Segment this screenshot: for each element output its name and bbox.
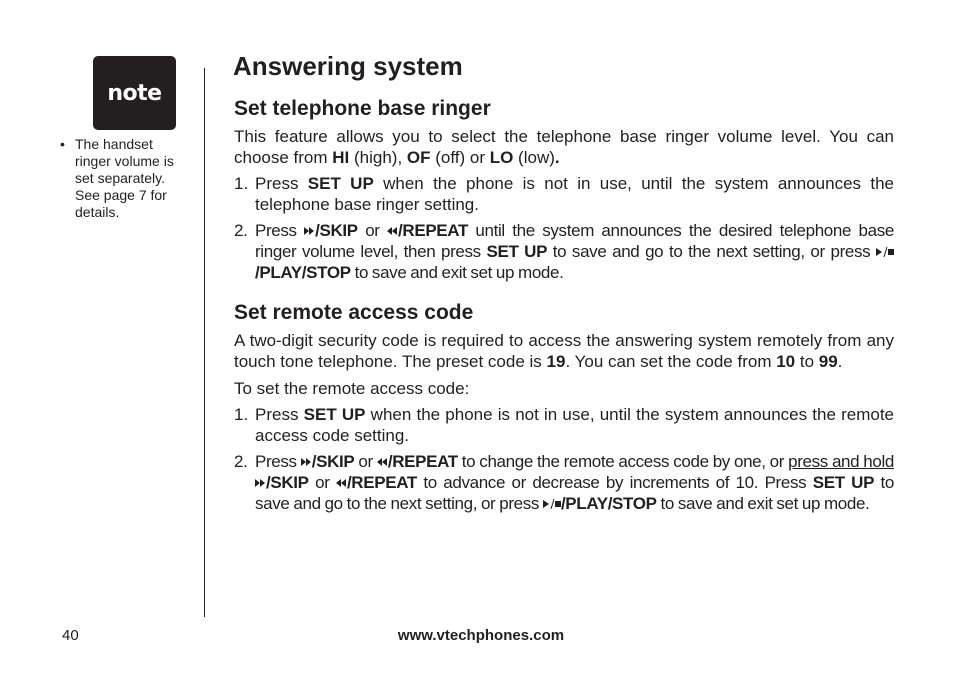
preset-code: 19 (546, 352, 566, 371)
code-max: 99 (818, 352, 838, 371)
intro-text: . You can set the code from (565, 352, 777, 371)
step-text: to save and go to the next setting, or press (255, 473, 894, 513)
step-number: 1. (234, 405, 249, 424)
skip-forward-icon (255, 478, 266, 488)
remote-access-steps (234, 404, 894, 514)
vertical-divider (204, 68, 205, 617)
skip-key: /SKIP (315, 221, 358, 240)
step-text: until the system announces the desired telephone base ringer volume level, then press (255, 221, 894, 261)
step-text: or (354, 452, 377, 471)
page-title: Answering system (233, 51, 463, 81)
page-number: 40 (62, 627, 79, 644)
repeat-key: /REPEAT (387, 452, 458, 471)
remote-access-intro (234, 330, 894, 372)
footer-url: www.vtechphones.com (397, 627, 565, 644)
skip-key: /SKIP (266, 473, 309, 492)
step-item (234, 173, 894, 215)
step-text: or (357, 221, 388, 240)
base-ringer-steps (234, 173, 894, 283)
note-badge-label: note (107, 80, 162, 106)
step-text: Press (255, 221, 305, 240)
section-base-ringer (234, 96, 894, 283)
code-min: 10 (776, 352, 796, 371)
section-heading-base-ringer: Set telephone base ringer (234, 97, 491, 120)
remote-access-lead: To set the remote access code: (234, 379, 470, 398)
sidebar-note (60, 136, 190, 221)
press-and-hold-text: press and hold (788, 452, 895, 471)
intro-period: . (554, 148, 560, 167)
play-stop-icon (543, 499, 561, 509)
repeat-key: /REPEAT (398, 221, 468, 240)
step-text: to save and go to the next setting, or press (547, 242, 876, 261)
intro-text: . (837, 352, 843, 371)
step-text: when the phone is not in use, until the system announces the remote access code setting. (255, 405, 894, 445)
repeat-back-icon (387, 226, 398, 236)
step-text: or (308, 473, 336, 492)
intro-text: (off) or (430, 148, 490, 167)
step-number: 2. (234, 452, 248, 471)
sidebar-note-text: The handset ringer volume is set separately. See page 7 for details. (75, 136, 174, 220)
step-item (234, 220, 894, 283)
step-text: to save and exit set up mode. (656, 494, 870, 513)
note-badge (93, 56, 176, 130)
lo-option: LO (489, 148, 514, 167)
play-stop-icon (876, 247, 894, 257)
intro-text: A two-digit security code is required to access the answering system remotely from any touch tone telephone. The preset code is (234, 331, 894, 371)
skip-forward-icon (301, 457, 312, 467)
step-text: Press (255, 405, 304, 424)
step-number: 2. (234, 221, 248, 240)
step-text: Press (255, 452, 301, 471)
section-remote-access (234, 300, 894, 514)
setup-key: SET UP (812, 473, 875, 492)
repeat-back-icon (377, 457, 388, 467)
setup-key: SET UP (486, 242, 548, 261)
main-content (234, 96, 894, 514)
setup-key: SET UP (307, 174, 374, 193)
step-text: to advance or decrease by increments of 10. Press (416, 473, 813, 492)
bullet: • (60, 136, 65, 152)
skip-forward-icon (304, 226, 315, 236)
hi-option: HI (332, 148, 350, 167)
step-text: Press (255, 174, 308, 193)
step-item (234, 451, 894, 514)
step-text: when the phone is not in use, until the system announces the telephone base ringer setting. (255, 174, 894, 214)
off-option: OF (406, 148, 431, 167)
skip-key: /SKIP (311, 452, 355, 471)
step-item (234, 404, 894, 446)
step-text: to save and exit set up mode. (350, 263, 564, 282)
step-text: to change the remote access code by one, or (457, 452, 789, 471)
play-stop-key: /PLAY/STOP (560, 494, 657, 513)
base-ringer-intro (234, 126, 894, 168)
setup-key: SET UP (303, 405, 366, 424)
intro-text: (low) (513, 148, 555, 167)
repeat-back-icon (336, 478, 347, 488)
step-number: 1. (234, 174, 249, 193)
intro-text: This feature allows you to select the telephone base ringer volume level. You can choose from (234, 127, 894, 167)
play-stop-key: /PLAY/STOP (255, 263, 351, 282)
intro-text: (high), (349, 148, 407, 167)
intro-text: to (795, 352, 819, 371)
repeat-key: /REPEAT (346, 473, 417, 492)
section-heading-remote-access: Set remote access code (234, 301, 474, 324)
